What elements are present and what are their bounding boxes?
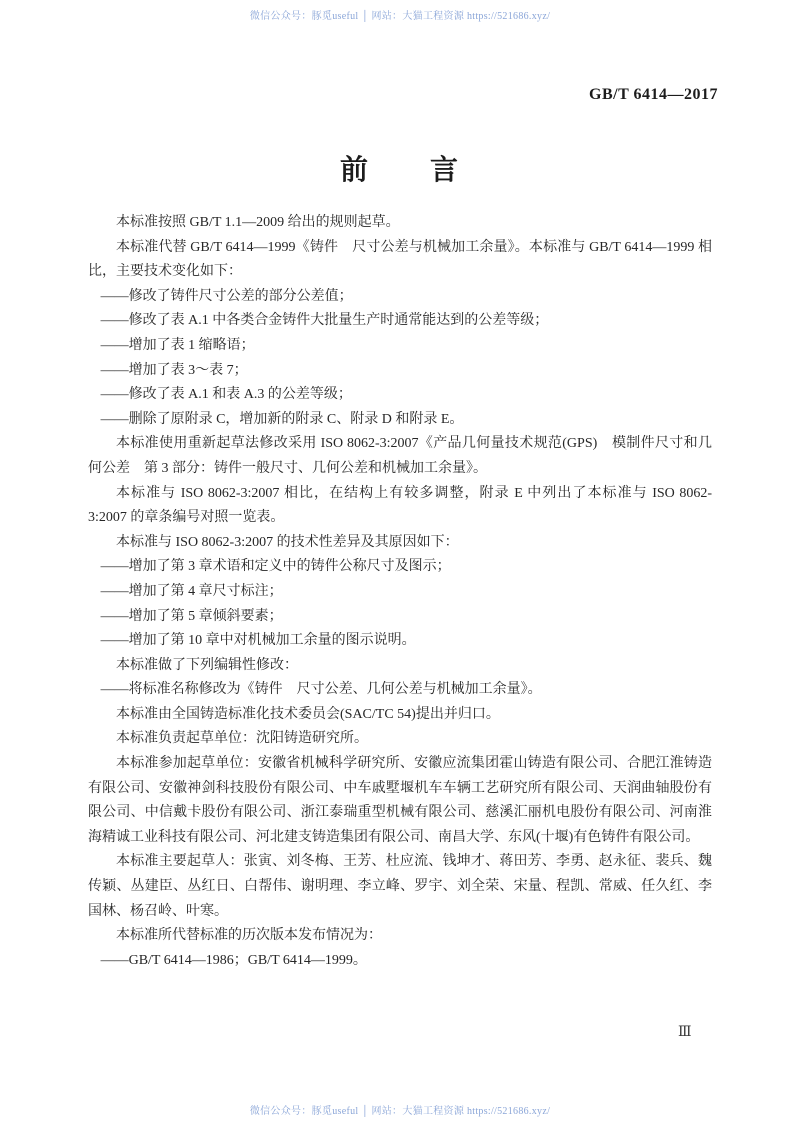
difference-list-item: ——增加了第 10 章中对机械加工余量的图示说明。 <box>100 633 416 649</box>
foreword-paragraph: 本标准与 ISO 8062-3:2007 相比，在结构上有较多调整，附录 E 中列出了本标准与 ISO 8062-3:2007 的章条编号对照一览表。 <box>88 485 712 526</box>
change-list-item: ——修改了表 A.1 中各类合金铸件大批量生产时通常能达到的公差等级； <box>100 313 549 329</box>
change-list-item: ——修改了表 A.1 和表 A.3 的公差等级； <box>100 387 352 403</box>
foreword-paragraph: 本标准与 ISO 8062-3:2007 的技术性差异及其原因如下： <box>116 534 459 550</box>
editorial-list-item: ——将标准名称修改为《铸件 尺寸公差、几何公差与机械加工余量》。 <box>100 682 542 698</box>
page-number: Ⅲ <box>678 1025 693 1040</box>
difference-list-item: ——增加了第 4 章尺寸标注； <box>100 583 283 599</box>
change-list-item: ——修改了铸件尺寸公差的部分公差值； <box>100 288 353 304</box>
foreword-title: 前 言 <box>339 155 460 186</box>
foreword-paragraph: 本标准做了下列编辑性修改： <box>116 657 298 673</box>
watermark-bottom: 微信公众号：豚觅useful │ 网站：大猫工程资源 https://521686.xyz/ <box>249 1106 551 1117</box>
foreword-paragraph: 本标准代替 GB/T 6414—1999《铸件 尺寸公差与机械加工余量》。本标准与 GB/T 6414—1999 相比，主要技术变化如下： <box>88 239 712 280</box>
previous-editions-item: ——GB/T 6414—1986；GB/T 6414—1999。 <box>100 952 367 968</box>
foreword-paragraph: 本标准由全国铸造标准化技术委员会(SAC/TC 54)提出并归口。 <box>116 706 500 722</box>
foreword-paragraph: 本标准主要起草人：张寅、刘冬梅、王芳、杜应流、钱坤才、蒋田芳、李勇、赵永征、裴兵、魏传颖、丛建臣、丛红日、白帮伟、谢明理、李立峰、罗宇、刘全荣、宋量、程凯、常威、任久红、李国林、杨召岭、叶寒。 <box>88 854 712 919</box>
standard-number: GB/T 6414—2017 <box>589 86 718 103</box>
watermark-top: 微信公众号：豚觅useful │ 网站：大猫工程资源 https://521686.xyz/ <box>249 11 551 22</box>
change-list-item: ——删除了原附录 C，增加新的附录 C、附录 D 和附录 E。 <box>100 411 464 427</box>
foreword-paragraph: 本标准使用重新起草法修改采用 ISO 8062-3:2007《产品几何量技术规范(GPS) 模制件尺寸和几何公差 第 3 部分：铸件一般尺寸、几何公差和机械加工余量》。 <box>88 436 712 476</box>
difference-list-item: ——增加了第 5 章倾斜要素； <box>100 608 283 624</box>
foreword-paragraph: 本标准按照 GB/T 1.1—2009 给出的规则起草。 <box>116 215 400 230</box>
foreword-paragraph: 本标准所代替标准的历次版本发布情况为： <box>116 928 382 944</box>
foreword-paragraph: 本标准负责起草单位：沈阳铸造研究所。 <box>116 731 368 747</box>
change-list-item: ——增加了表 3～表 7； <box>100 362 248 378</box>
difference-list-item: ——增加了第 3 章术语和定义中的铸件公称尺寸及图示； <box>100 559 451 575</box>
foreword-paragraph: 本标准参加起草单位：安徽省机械科学研究所、安徽应流集团霍山铸造有限公司、合肥江淮铸造有限公司、安徽神剑科技股份有限公司、中车戚墅堰机车车辆工艺研究所有限公司、天润曲轴股份有限公司、中信戴卡股份有限公司、浙江泰瑞重型机械有限公司、慈溪汇丽机电股份有限公司、河南淮海精诚工业科技有限公司、河北建支铸造集团有限公司、南昌大学、东风(十堰)有色铸件有限公司。 <box>88 756 712 845</box>
change-list-item: ——增加了表 1 缩略语； <box>100 337 255 353</box>
foreword-body <box>88 211 712 973</box>
